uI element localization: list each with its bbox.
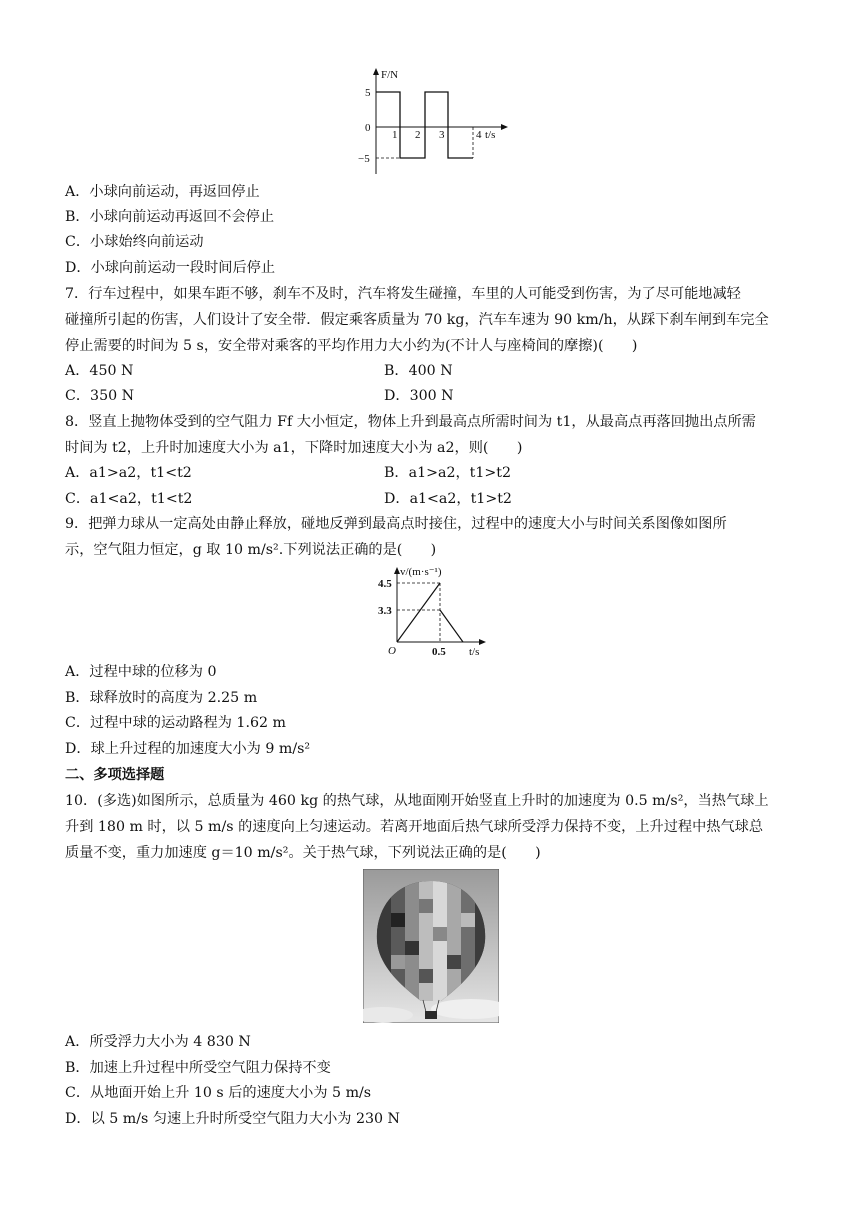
option-d: D．以 5 m/s 匀速上升时所受空气阻力大小为 230 N	[65, 1111, 400, 1127]
x-tick: 1	[392, 129, 398, 141]
option-a: A．所受浮力大小为 4 830 N	[65, 1034, 251, 1050]
option-c: C．过程中球的运动路程为 1.62 m	[65, 715, 286, 731]
question-8-text: 时间为 t2，上升时加速度大小为 a1，下降时加速度大小为 a2，则( )	[65, 440, 523, 456]
question-8-text: 8．竖直上抛物体受到的空气阻力 Ff 大小恒定，物体上升到最高点所需时间为 t1，从最高点再落回抛出点所需	[65, 414, 756, 430]
y-tick: −5	[358, 153, 370, 165]
option-d: D．小球向前运动一段时间后停止	[65, 260, 276, 276]
y-tick: 3.3	[378, 605, 392, 617]
y-tick: 4.5	[378, 578, 392, 590]
x-tick: 4	[476, 129, 482, 141]
question-10-text: 10．(多选)如图所示，总质量为 460 kg 的热气球，从地面刚开始竖直上升时的加速度为 0.5 m/s²，当热气球上	[65, 793, 769, 809]
y-axis-label: F/N	[381, 69, 399, 81]
origin-label: O	[388, 645, 396, 657]
option-b: B．小球向前运动再返回不会停止	[65, 209, 275, 225]
option-b: B．球释放时的高度为 2.25 m	[65, 690, 258, 706]
option-a: A．450 N	[65, 363, 134, 379]
question-7-text: 停止需要的时间为 5 s，安全带对乘客的平均作用力大小约为(不计人与座椅间的摩擦)( )	[65, 338, 638, 354]
y-tick: 0	[365, 122, 371, 134]
option-c: C．从地面开始上升 10 s 后的速度大小为 5 m/s	[65, 1085, 372, 1101]
section-heading: 二、多项选择题	[65, 767, 165, 783]
x-axis-label: t/s	[485, 129, 496, 141]
option-a: A．a1>a2，t1<t2	[65, 465, 192, 481]
option-c: C．a1<a2，t1<t2	[65, 491, 193, 507]
question-9-text: 示，空气阻力恒定，g 取 10 m/s².下列说法正确的是( )	[65, 542, 437, 558]
x-tick: 2	[415, 129, 421, 141]
option-c: C．小球始终向前运动	[65, 234, 204, 250]
x-tick: 0.5	[432, 646, 446, 658]
question-9-text: 9．把弹力球从一定高处由静止释放，碰地反弹到最高点时接住，过程中的速度大小与时间关系图像如图所	[65, 516, 727, 532]
option-c: C．350 N	[65, 388, 135, 404]
y-tick: 5	[365, 87, 371, 99]
option-b: B．400 N	[384, 363, 453, 379]
option-d: D．球上升过程的加速度大小为 9 m/s²	[65, 741, 311, 757]
option-a: A．过程中球的位移为 0	[65, 664, 217, 680]
option-d: D．a1<a2，t1>t2	[384, 491, 512, 507]
force-time-graph	[352, 66, 512, 178]
x-tick: 3	[439, 129, 445, 141]
question-7-text: 7．行车过程中，如果车距不够，刹车不及时，汽车将发生碰撞，车里的人可能受到伤害，为了尽可能地减轻	[65, 286, 741, 302]
option-d: D．300 N	[384, 388, 454, 404]
question-7-text: 碰撞所引起的伤害，人们设计了安全带．假定乘客质量为 70 kg，汽车车速为 90 km/h，从踩下刹车闸到车完全	[65, 312, 769, 328]
velocity-time-graph	[366, 564, 496, 660]
hot-air-balloon-photo	[363, 869, 499, 1023]
option-b: B．a1>a2，t1>t2	[384, 465, 512, 481]
y-axis-label: v/(m·s⁻¹)	[400, 566, 442, 578]
option-b: B．加速上升过程中所受空气阻力保持不变	[65, 1060, 331, 1076]
question-10-text: 质量不变，重力加速度 g＝10 m/s²。关于热气球，下列说法正确的是( )	[65, 845, 541, 861]
x-axis-label: t/s	[469, 646, 480, 658]
question-10-text: 升到 180 m 时，以 5 m/s 的速度向上匀速运动。若离开地面后热气球所受浮力保持不变，上升过程中热气球总	[65, 819, 764, 835]
option-a: A．小球向前运动，再返回停止	[65, 184, 260, 200]
